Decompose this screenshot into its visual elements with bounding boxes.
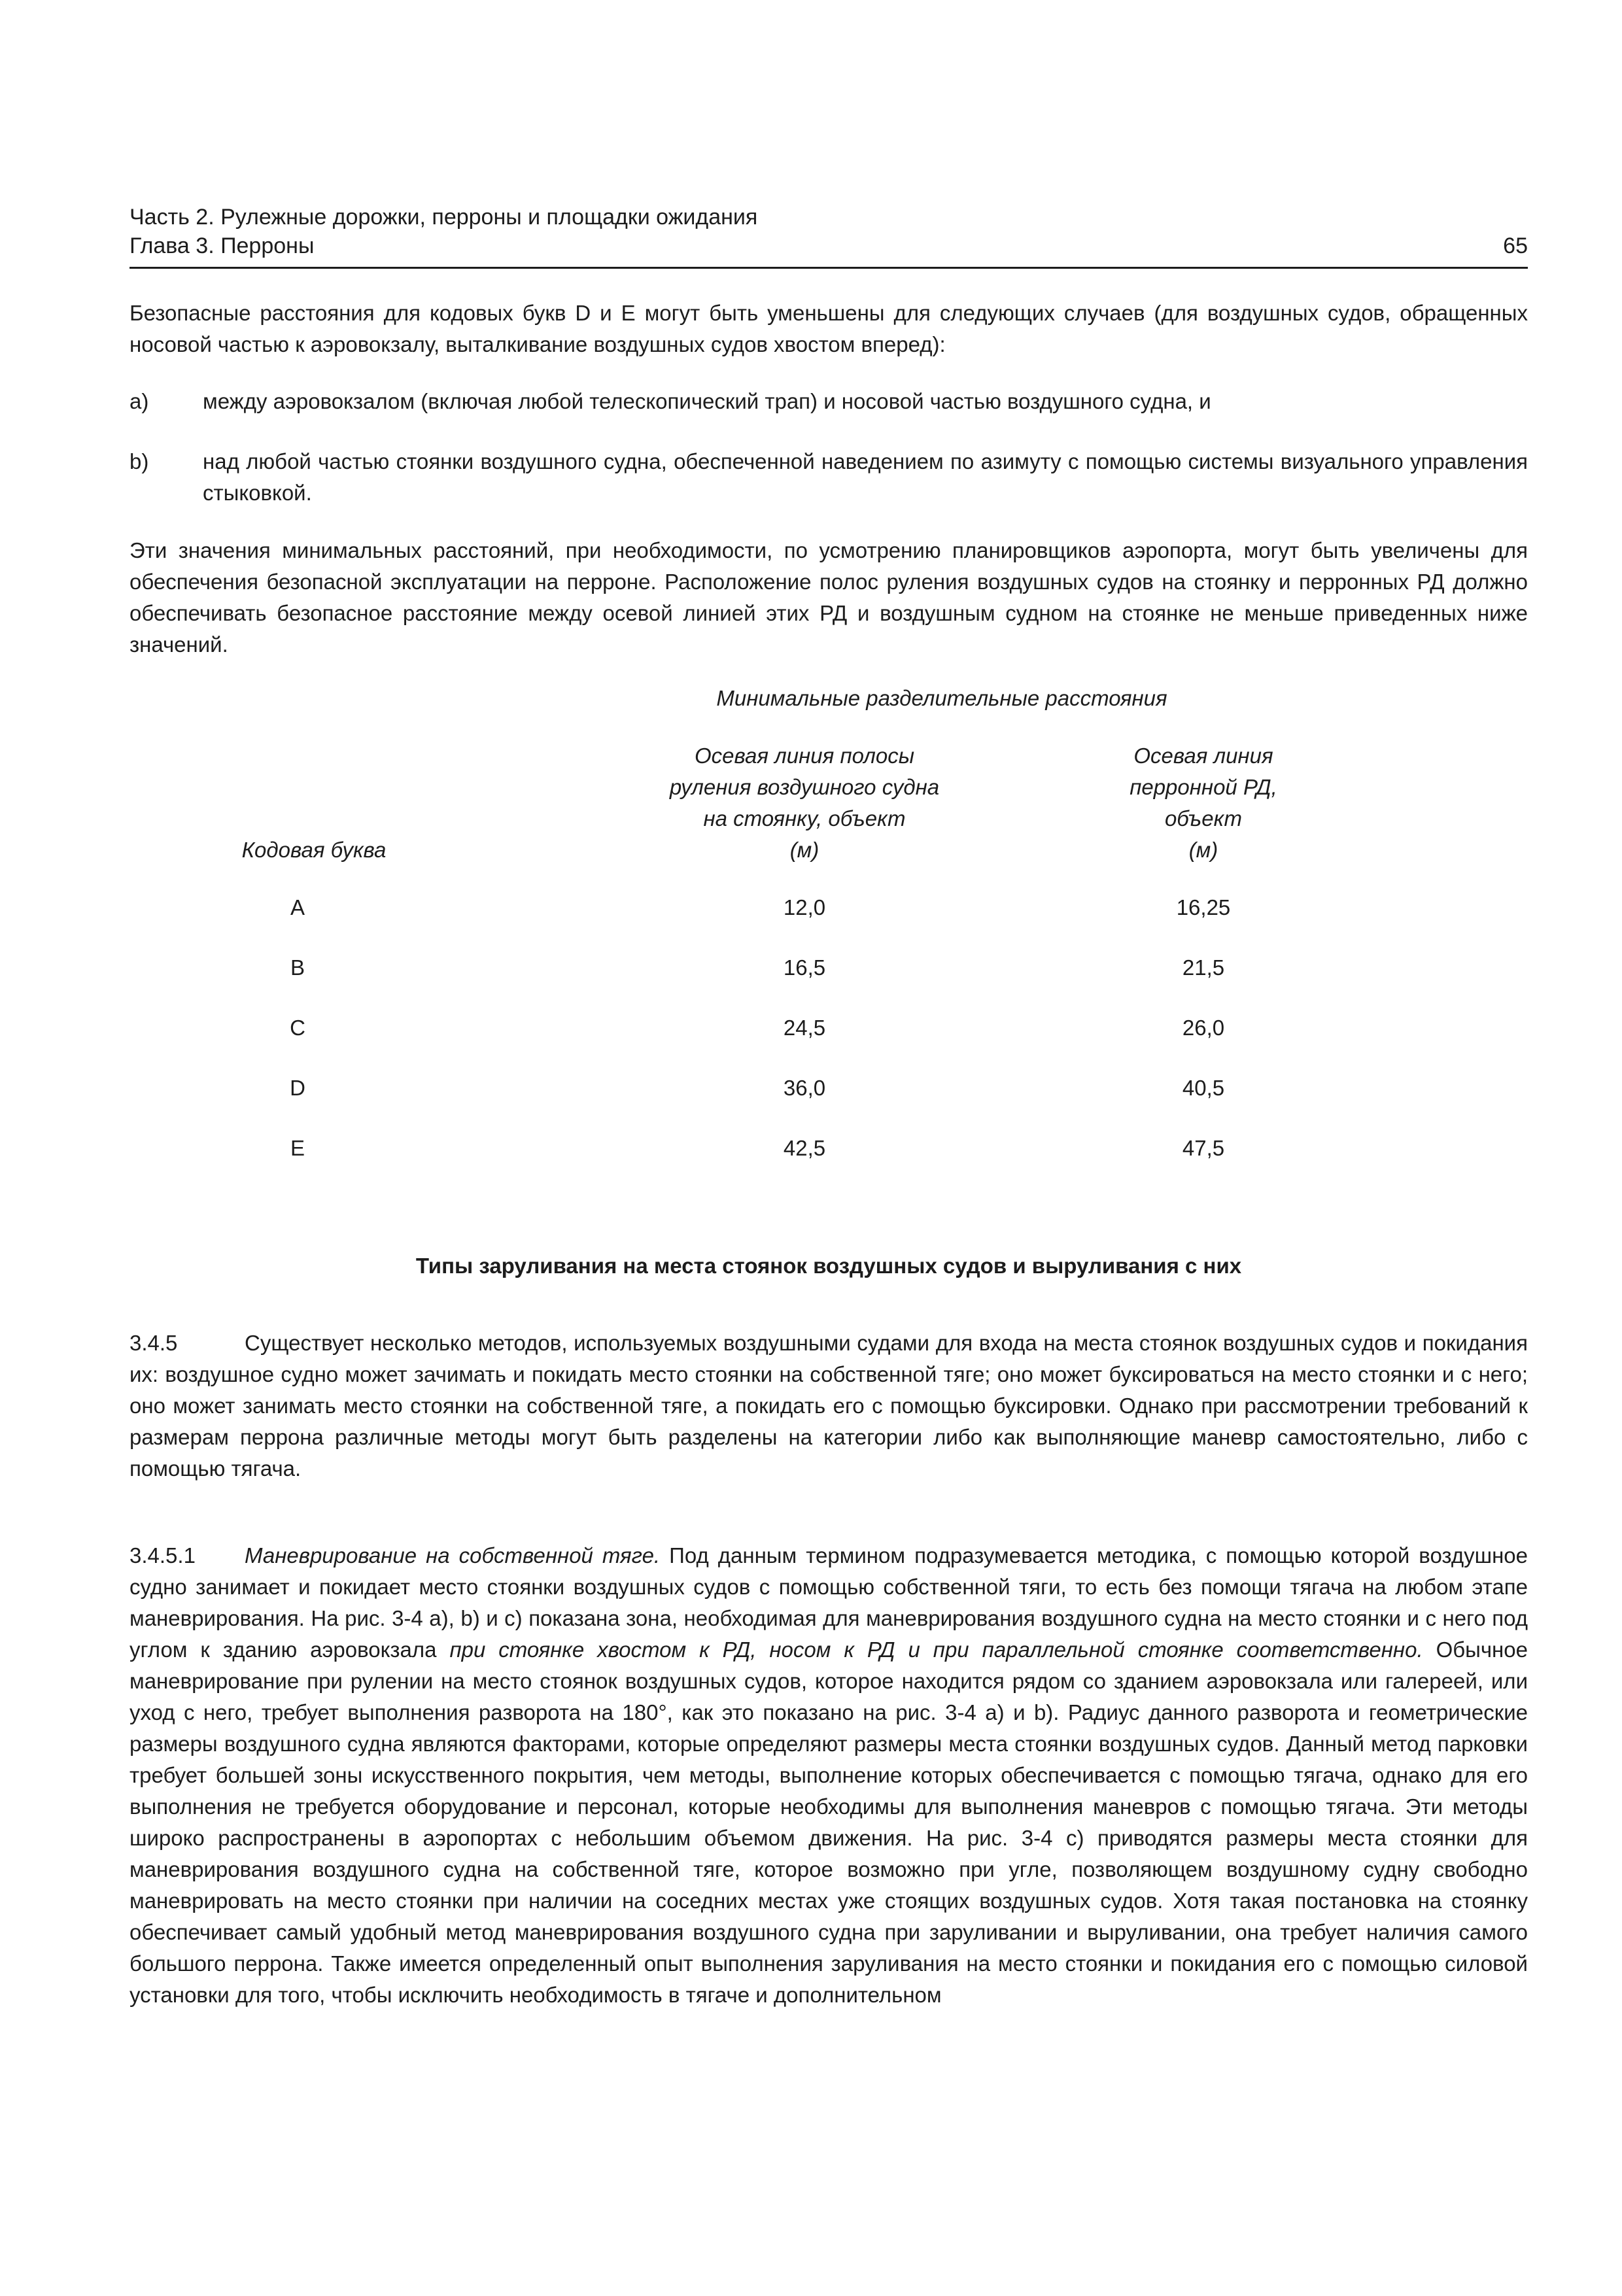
table-cell-stand: 16,5: [783, 955, 826, 980]
section-title: Типы заруливания на места стоянок воздушных судов и выруливания с них: [415, 1254, 1242, 1278]
table-cell-code: A: [290, 895, 305, 919]
list-item-text: над любой частью стоянки воздушного судна, обеспеченной наведением по азимуту с помощью системы визуального управления стыковкой.: [203, 449, 1528, 505]
table-header-line: (м): [1188, 838, 1218, 862]
table-cell-stand: 24,5: [783, 1016, 826, 1040]
list-item-marker: b): [129, 449, 149, 473]
paragraph-italic-text: при стоянке хвостом к РД, носом к РД и при параллельной стоянке соответственно.: [449, 1637, 1423, 1662]
paragraph-3-4-5: [129, 1328, 1528, 1484]
table-header-apron-taxiway: [1073, 740, 1334, 866]
table-header-line: Осевая линия полосы: [695, 744, 914, 768]
table-header-line: (м): [789, 838, 820, 862]
table-cell-apron: 21,5: [1182, 955, 1225, 980]
table-header-code-letter: Кодовая буква: [241, 838, 387, 862]
table-header-line: объект: [1164, 806, 1243, 831]
header-chapter-title: Глава 3. Перроны: [129, 233, 315, 258]
table-cell-apron: 16,25: [1176, 895, 1231, 919]
intro-paragraph: Безопасные расстояния для кодовых букв D и E могут быть уменьшены для следующих случаев (для воздушных судов, обращенных носовой частью к аэровокзалу, выталкивание воздушных судов хвостом вперед):: [129, 301, 1528, 356]
separation-paragraph: Эти значения минимальных расстояний, при необходимости, по усмотрению планировщиков аэропорта, могут быть увеличены для обеспечения безопасной эксплуатации на перроне. Расположение полос руления воздушных судов на стоянку и перронных РД должно обеспечивать безопасное расстояние между осевой линией этих РД и воздушным судном на стоянке не меньше приведенных ниже значений.: [129, 538, 1528, 657]
header-part-title: Часть 2. Рулежные дорожки, перроны и площадки ожидания: [129, 205, 758, 230]
table-cell-stand: 36,0: [783, 1076, 826, 1100]
table-cell-apron: 47,5: [1182, 1136, 1225, 1160]
table-header-line: на стоянку, объект: [703, 806, 906, 831]
table-cell-stand: 42,5: [783, 1136, 826, 1160]
list-item-text: между аэровокзалом (включая любой телескопический трап) и носовой частью воздушного судна, и: [203, 389, 1211, 413]
table-cell-code: C: [290, 1016, 305, 1040]
paragraph-text: Под данным термином подразумевается методика, с помощью которой воздушное судно занимает и покидает место стоянки воздушных судов с помощью собственной тяги, то есть без помощи тягача на любом этапе маневрирования. На рис. 3-4 а), b) и с) показана зона, необходимая для маневрирования воздушного судна на место стоянки и с него под углом к зданию аэровокзала: [129, 1543, 1528, 1662]
paragraph-3-4-5-1: [129, 1540, 1528, 2011]
table-cell-apron: 40,5: [1182, 1076, 1225, 1100]
table-header-stand-taxilane: [615, 740, 994, 866]
running-header: [129, 203, 1528, 260]
table-cell-code: E: [290, 1136, 305, 1160]
header-rule: [129, 267, 1528, 269]
page-number: 65: [1503, 233, 1528, 258]
table-cell-code: D: [290, 1076, 305, 1100]
table-cell-apron: 26,0: [1182, 1016, 1225, 1040]
list-item-marker: a): [129, 389, 149, 413]
paragraph-number: 3.4.5: [129, 1331, 178, 1355]
paragraph-text: Обычное маневрирование при рулении на место стоянок воздушных судов, которое находится рядом со зданием аэровокзала или галереей, или уход с него, требует выполнения разворота на 180°, как это показано на рис. 3-4 а) и b). Радиус данного разворота и геометрические размеры воздушного судна являются факторами, которые определяют размеры места стоянки воздушных судов. Данный метод парковки требует большей зоны искусственного покрытия, чем методы, выполнение которых обеспечивается с помощью тягача, однако для его выполнения не требуется оборудование и персонал, которые необходимы для выполнения маневров с помощью тягача. Эти методы широко распространены в аэропортах с небольшим объемом движения. На рис. 3-4 с) приводятся размеры места стоянки для маневрирования воздушного судна на собственной тяге, которое возможно при угле, позволяющем воздушному судну свободно маневрировать на место стоянки при наличии на соседних местах уже стоящих воздушных судов. Хотя такая постановка на стоянку обеспечивает самый удобный метод маневрирования воздушного судна при заруливании и выруливании, она требует наличия самого большого перрона. Также имеется определенный опыт выполнения заруливания на место стоянки и покидания его с помощью силовой установки для того, чтобы исключить необходимость в тягаче и дополнительном: [129, 1637, 1528, 2007]
table-caption: Минимальные разделительные расстояния: [716, 686, 1167, 710]
paragraph-run-in-title: Маневрирование на собственной тяге.: [245, 1543, 661, 1568]
paragraph-text: Существует несколько методов, используемых воздушными судами для входа на места стоянок воздушных судов и покидания их: воздушное судно может зачимать и покидать место стоянки на собственной тяге; оно может буксироваться на место стоянки и с него; оно может занимать место стоянки на собственной тяге, а покидать его с помощью буксировки. Однако при рассмотрении требований к размерам перрона различные методы могут быть разделены на категории либо как выполняющие маневр самостоятельно, либо с помощью тягача.: [129, 1331, 1528, 1481]
table-header-line: руления воздушного судна: [669, 775, 940, 799]
table-header-line: Осевая линия: [1133, 744, 1273, 768]
table-cell-stand: 12,0: [783, 895, 826, 919]
paragraph-number: 3.4.5.1: [129, 1543, 196, 1568]
table-header-line: перронной РД,: [1130, 775, 1277, 799]
table-cell-code: B: [290, 955, 305, 980]
